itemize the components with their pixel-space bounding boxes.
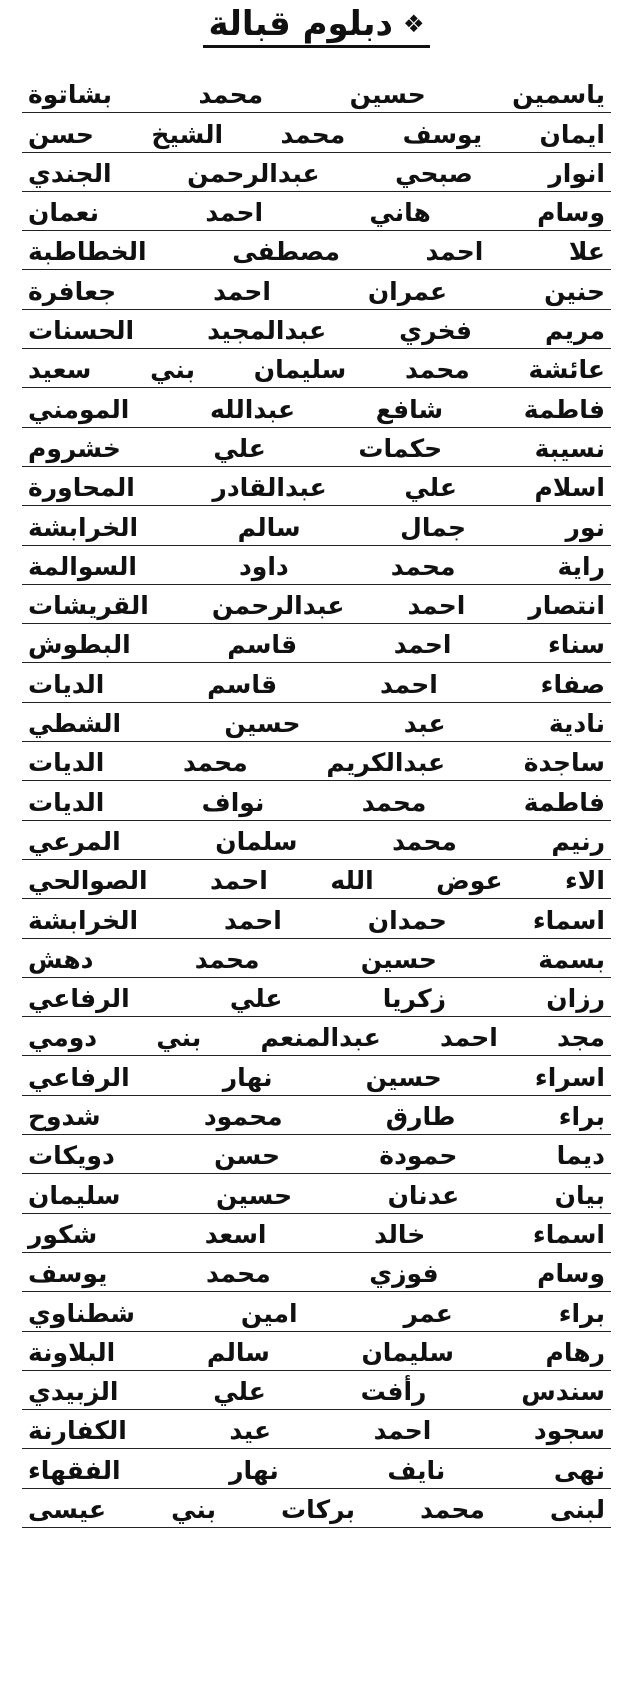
student-name: ايمان يوسف محمد الشيخ حسن [28,119,605,149]
names-list [22,74,611,1686]
list-item [22,506,611,545]
student-name: سندس رأفت علي الزبيدي [28,1377,605,1407]
title-block [203,3,431,48]
student-name: ياسمين حسين محمد بشاتوة [28,80,605,110]
list-item [22,742,611,781]
student-name: سجود احمد عيد الكفارنة [28,1416,605,1446]
student-name: مجد احمد عبدالمنعم بني دومي [28,1023,605,1053]
list-item [22,231,611,270]
student-name: نور جمال سالم الخرابشة [28,512,605,542]
list-item [22,153,611,192]
student-name: رزان زكريا علي الرفاعي [28,984,605,1014]
student-name: فاطمة محمد نواف الديات [28,787,605,817]
student-name: انوار صبحي عبدالرحمن الجندي [28,158,605,188]
page-title: دبلوم قبالة [208,3,393,44]
student-name: رنيم محمد سلمان المرعي [28,826,605,856]
student-name: نسيبة حكمات علي خشروم [28,433,605,463]
list-item [22,1410,611,1449]
list-item [22,1135,611,1174]
student-name: علا احمد مصطفى الخطاطبة [28,237,605,267]
student-name: اسراء حسين نهار الرفاعي [28,1062,605,1092]
list-item [22,1017,611,1056]
diamond-bullet-icon: ❖ [402,10,425,39]
list-item [22,349,611,388]
student-name: حنين عمران احمد جعافرة [28,276,605,306]
student-name: انتصار احمد عبدالرحمن القريشات [28,591,605,621]
student-name: براء عمر امين شطناوي [28,1298,605,1328]
list-item [22,821,611,860]
list-item [22,939,611,978]
list-item [22,585,611,624]
list-item [22,428,611,467]
list-item [22,1332,611,1371]
student-name: اسماء حمدان احمد الخرابشة [28,905,605,935]
list-item [22,1174,611,1213]
student-name: اسلام علي عبدالقادر المحاورة [28,473,605,503]
student-name: سناء احمد قاسم البطوش [28,630,605,660]
list-item [22,1056,611,1095]
student-name: رهام سليمان سالم البلاونة [28,1337,605,1367]
list-item [22,388,611,427]
student-name: صفاء احمد قاسم الديات [28,669,605,699]
student-name: براء طارق محمود شدوح [28,1102,605,1132]
student-name: عائشة محمد سليمان بني سعيد [28,355,605,385]
list-item [22,113,611,152]
list-item [22,310,611,349]
list-item [22,1214,611,1253]
list-item [22,978,611,1017]
student-name: لبنى محمد بركات بني عيسى [28,1494,605,1524]
list-item [22,1292,611,1331]
list-item [22,1371,611,1410]
student-name: فاطمة شافع عبدالله المومني [28,394,605,424]
list-item [22,546,611,585]
list-item [22,781,611,820]
student-name: مريم فخري عبدالمجيد الحسنات [28,316,605,346]
header [0,4,633,50]
student-name: الاء عوض الله احمد الصوالحي [28,866,605,896]
list-item [22,74,611,113]
list-item [22,624,611,663]
list-item [22,899,611,938]
list-item [22,860,611,899]
list-item [22,270,611,309]
student-name: ديما حمودة حسن دويكات [28,1141,605,1171]
student-name: بيان عدنان حسين سليمان [28,1180,605,1210]
list-item [22,1449,611,1488]
student-name: نهى نايف نهار الفقهاء [28,1455,605,1485]
student-name: وسام فوزي محمد يوسف [28,1259,605,1289]
list-item [22,663,611,702]
list-item [22,192,611,231]
list-item [22,703,611,742]
student-name: اسماء خالد اسعد شكور [28,1219,605,1249]
student-name: نادية عبد حسين الشطي [28,709,605,739]
list-item [22,1253,611,1292]
list-item [22,1096,611,1135]
list-item [22,1489,611,1528]
student-name: وسام هاني احمد نعمان [28,198,605,228]
student-name: بسمة حسين محمد دهش [28,944,605,974]
student-name: راية محمد داود السوالمة [28,551,605,581]
list-item [22,467,611,506]
student-name: ساجدة عبدالكريم محمد الديات [28,748,605,778]
